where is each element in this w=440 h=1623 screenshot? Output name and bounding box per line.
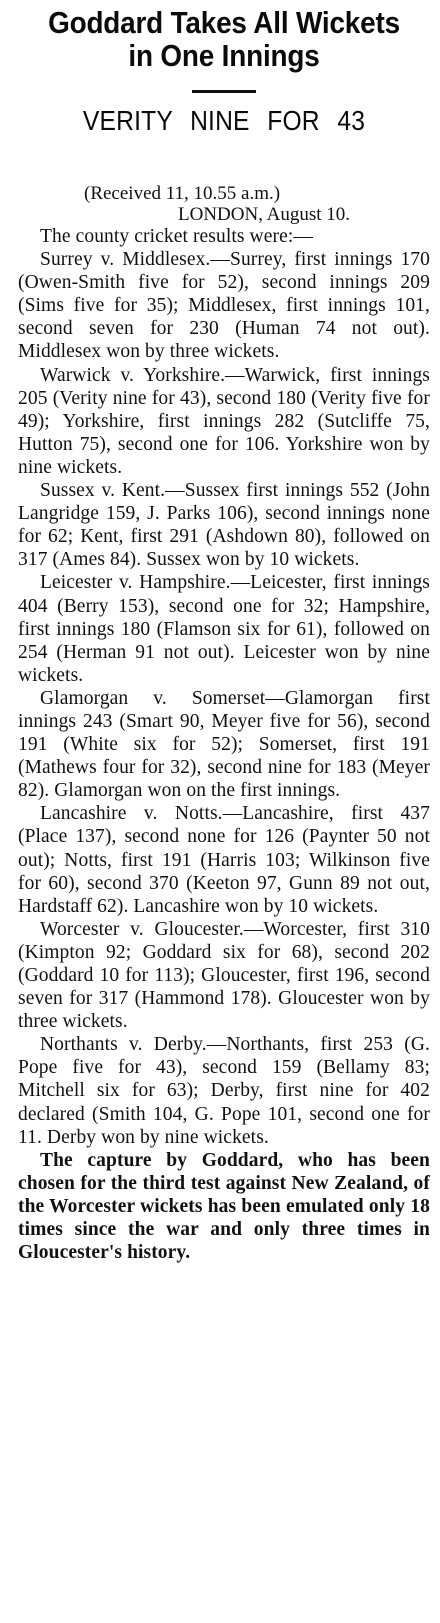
result-surrey-middlesex: Surrey v. Middlesex.—Surrey, first innings 170 (Owen-Smith five for 52), second innings 209 (Sims five for 35); Middlesex, first innings 101, second seven for 230 (Human 74 not out). Middlesex won by three wickets. [18,249,430,363]
result-northants-derby: Northants v. Derby.—Northants, first 253 (G. Pope five for 43), second 159 (Bellamy 83; Mitchell six for 63); Derby, first nine for 402 declared (Smith 104, G. Pope 101, second one for 11. Derby won by nine wickets. [18,1034,430,1148]
result-warwick-yorkshire: Warwick v. Yorkshire.—Warwick, first innings 205 (Verity nine for 43), second 180 (Verity five for 49); Yorkshire, first innings 282 (Sutcliffe 75, Hutton 75), second one for 106. Yorkshire won by nine wickets. [18,364,430,478]
result-leicester-hampshire: Leicester v. Hampshire.—Leicester, first innings 404 (Berry 153), second one for 32; Hampshire, first innings 180 (Flamson six for 61), followed on 254 (Herman 91 not out). Leicester won by nine wickets. [18,572,430,686]
result-sussex-kent: Sussex v. Kent.—Sussex first innings 552 (John Langridge 159, J. Parks 106), second innings none for 62; Kent, first 291 (Ashdown 80), followed on 317 (Ames 84). Sussex won by 10 wickets. [18,480,430,571]
result-glamorgan-somerset: Glamorgan v. Somerset—Glamorgan first innings 243 (Smart 90, Meyer five for 56), second 191 (White six for 52); Somerset, first 191 (Mathews four for 32), second nine for 183 (Meyer 82). Glamorgan won on the first innings. [18,687,430,802]
received-time: (Received 11, 10.55 a.m.) [84,183,281,204]
dateline-block [18,183,430,225]
article-body [18,225,430,1264]
result-lancashire-notts: Lancashire v. Notts.—Lancashire, first 437 (Place 137), second none for 126 (Paynter 50 not out); Notts, first 191 (Harris 103; Wilkinson five for 60), second 370 (Keeton 97, Gunn 89 not out, Hardstaff 62). Lancashire won by 10 wickets. [18,803,430,917]
result-worcester-gloucester: Worcester v. Gloucester.—Worcester, first 310 (Kimpton 92; Goddard six for 68), second 202 (Goddard 10 for 113); Gloucester, first 196, second seven for 317 (Hammond 178). Gloucester won by three wickets. [18,918,430,1033]
headline-divider [192,90,256,93]
dateline: LONDON, August 10. [178,204,351,225]
closing-paragraph: The capture by Goddard, who has been chosen for the third test against New Zealand, of the Worcester wickets has been emulated only 18 times since the war and only three times in Gloucester's history. [18,1149,430,1264]
intro-paragraph: The county cricket results were:— [40,226,313,247]
headline [39,6,410,72]
headline-line-1: Goddard Takes All Wickets [48,5,400,40]
headline-line-2: in One Innings [128,38,320,73]
subheadline: VERITY NINE FOR 43 [82,105,366,136]
